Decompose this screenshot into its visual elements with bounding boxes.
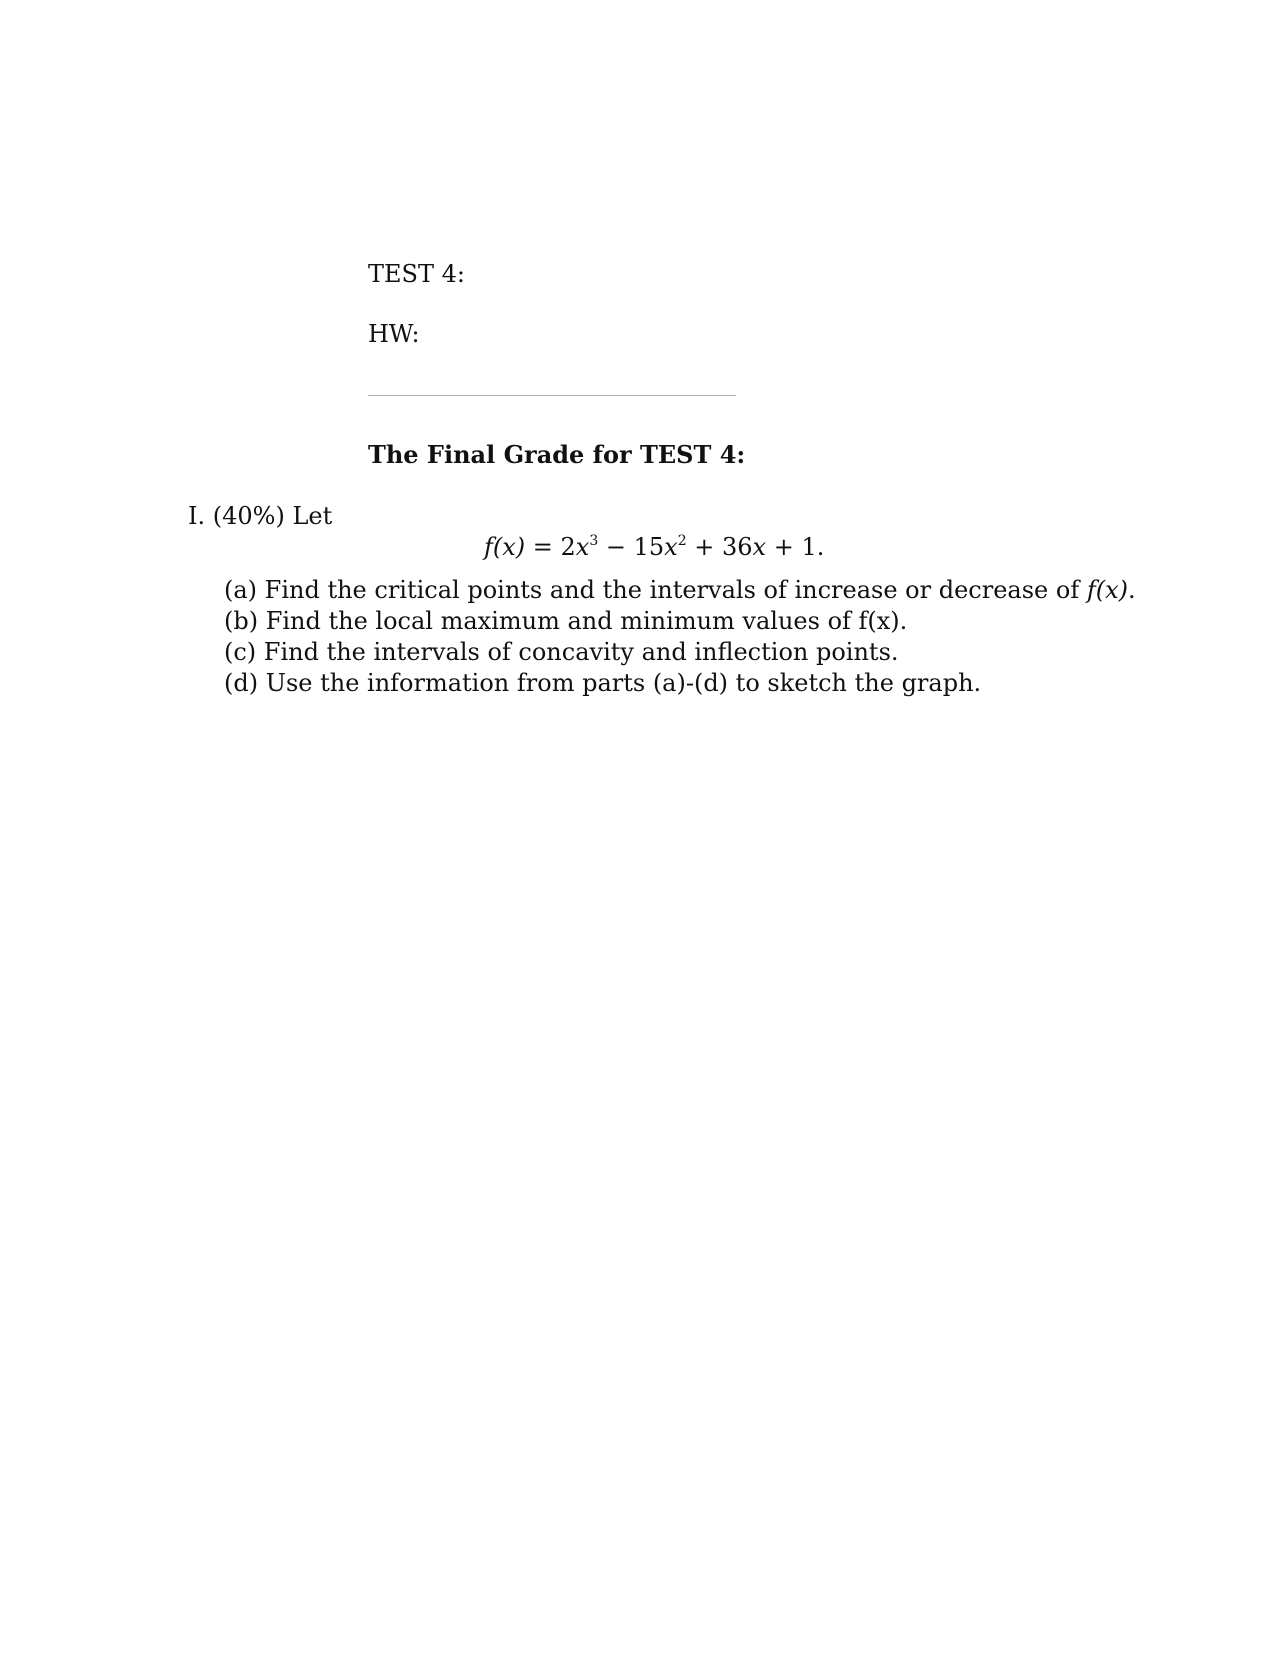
equation-eq-term: = 2 bbox=[525, 533, 576, 561]
part-d: (d) Use the information from parts (a)-(d) to sketch the graph. bbox=[224, 669, 982, 697]
test-4-label: TEST 4: bbox=[368, 260, 465, 288]
part-c: (c) Find the intervals of concavity and inflection points. bbox=[224, 638, 899, 666]
part-a-function: f(x) bbox=[1086, 576, 1128, 604]
signature-line bbox=[368, 395, 736, 396]
part-b: (b) Find the local maximum and minimum values of f(x). bbox=[224, 607, 908, 635]
problem-intro: I. (40%) Let bbox=[188, 502, 333, 530]
equation-variable-3: x bbox=[752, 533, 767, 561]
final-grade-heading: The Final Grade for TEST 4: bbox=[368, 440, 746, 469]
equation-variable-1: x bbox=[575, 533, 590, 561]
equation-exponent-3: 3 bbox=[589, 533, 599, 549]
equation-tail: + 1. bbox=[766, 533, 825, 561]
homework-label: HW: bbox=[368, 320, 420, 348]
equation-lhs: f(x) bbox=[484, 533, 526, 561]
part-a bbox=[224, 576, 1136, 604]
equation-term-2: − 15 bbox=[598, 533, 665, 561]
part-a-end: . bbox=[1127, 576, 1136, 604]
equation-exponent-2: 2 bbox=[677, 533, 687, 549]
part-a-text: (a) Find the critical points and the intervals of increase or decrease of bbox=[224, 576, 1087, 604]
equation-variable-2: x bbox=[664, 533, 678, 561]
equation-term-3: + 36 bbox=[686, 533, 753, 561]
function-equation bbox=[484, 533, 824, 565]
